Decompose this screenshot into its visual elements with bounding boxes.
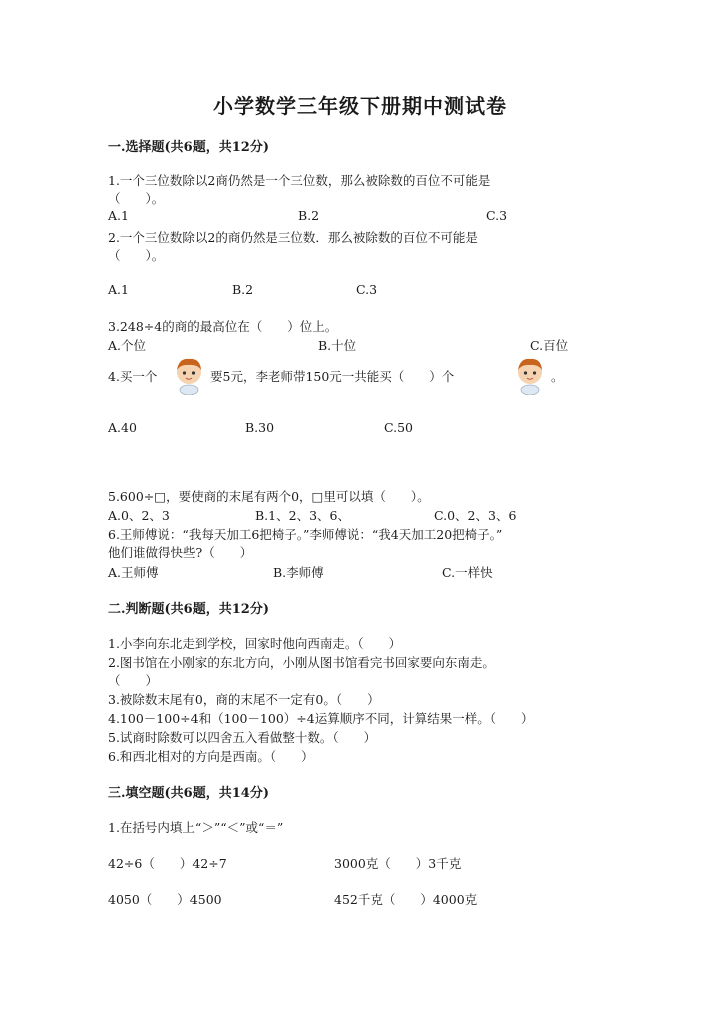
option-c: C.3: [356, 282, 378, 297]
option-c: C.0、2、3、6: [434, 508, 517, 523]
judge-item-blank: （ ）: [108, 673, 159, 688]
option-b: B.十位: [318, 338, 357, 353]
question-text-cont: 他们谁做得快些?（ ）: [108, 545, 253, 560]
option-a: A.40: [108, 420, 137, 435]
section-heading-choice: 一.选择题(共6题，共12分): [108, 140, 269, 155]
judge-item: 3.被除数末尾有0，商的末尾不一定有0。（ ）: [108, 692, 380, 707]
option-a: A.0、2、3: [108, 508, 170, 523]
question-text: 6.王师傅说：“我每天加工6把椅子。”李师傅说：“我4天加工20把椅子。”: [108, 527, 503, 542]
section-heading-fill: 三.填空题(共6题，共14分): [108, 786, 269, 801]
option-c: C.50: [384, 420, 413, 435]
compare-item: 3000克（ ）3千克: [334, 856, 462, 871]
question-text: 3.248÷4的商的最高位在（ ）位上。: [108, 319, 338, 334]
question-text: 4.买一个: [108, 369, 158, 384]
option-a: A.王师傅: [108, 565, 159, 580]
option-b: B.1、2、3、6、: [255, 508, 350, 523]
option-c: C.百位: [530, 338, 569, 353]
question-text-end: 。: [551, 369, 564, 384]
question-text: 1.在括号内填上“＞”“＜”或“＝”: [108, 820, 284, 835]
compare-item: 4050（ ）4500: [108, 892, 222, 907]
answer-blank: （ ）。: [108, 191, 165, 206]
option-c: C.3: [486, 208, 508, 223]
option-a: A.1: [108, 282, 129, 297]
question-text: 1.一个三位数除以2商仍然是一个三位数，那么被除数的百位不可能是: [108, 173, 491, 188]
answer-blank: （ ）。: [108, 248, 165, 263]
compare-item: 42÷6（ ）42÷7: [108, 856, 227, 871]
boy-doll-icon: [512, 355, 548, 395]
judge-item: 4.100－100÷4和（100－100）÷4运算顺序不同，计算结果一样。（ ）: [108, 711, 534, 726]
judge-item: 2.图书馆在小刚家的东北方向，小刚从图书馆看完书回家要向东南走。: [108, 655, 495, 670]
judge-item: 6.和西北相对的方向是西南。（ ）: [108, 749, 314, 764]
option-b: B.30: [245, 420, 275, 435]
option-b: B.2: [298, 208, 320, 223]
option-a: A.1: [108, 208, 129, 223]
option-c: C.一样快: [442, 565, 493, 580]
option-b: B.李师傅: [273, 565, 324, 580]
compare-item: 452千克（ ）4000克: [334, 892, 478, 907]
page-title: 小学数学三年级下册期中测试卷: [213, 94, 507, 118]
boy-doll-icon: [171, 355, 207, 395]
judge-item: 1.小李向东北走到学校，回家时他向西南走。（ ）: [108, 636, 402, 651]
question-text-cont: 要5元，李老师带150元一共能买（ ）个: [210, 369, 455, 384]
judge-item: 5.试商时除数可以四舍五入看做整十数。（ ）: [108, 730, 377, 745]
option-a: A.个位: [108, 338, 147, 353]
question-text: 5.600÷□，要使商的末尾有两个0，□里可以填（ ）。: [108, 489, 430, 504]
option-b: B.2: [232, 282, 254, 297]
question-text: 2.一个三位数除以2的商仍然是三位数．那么被除数的百位不可能是: [108, 230, 478, 245]
section-heading-judge: 二.判断题(共6题，共12分): [108, 602, 269, 617]
